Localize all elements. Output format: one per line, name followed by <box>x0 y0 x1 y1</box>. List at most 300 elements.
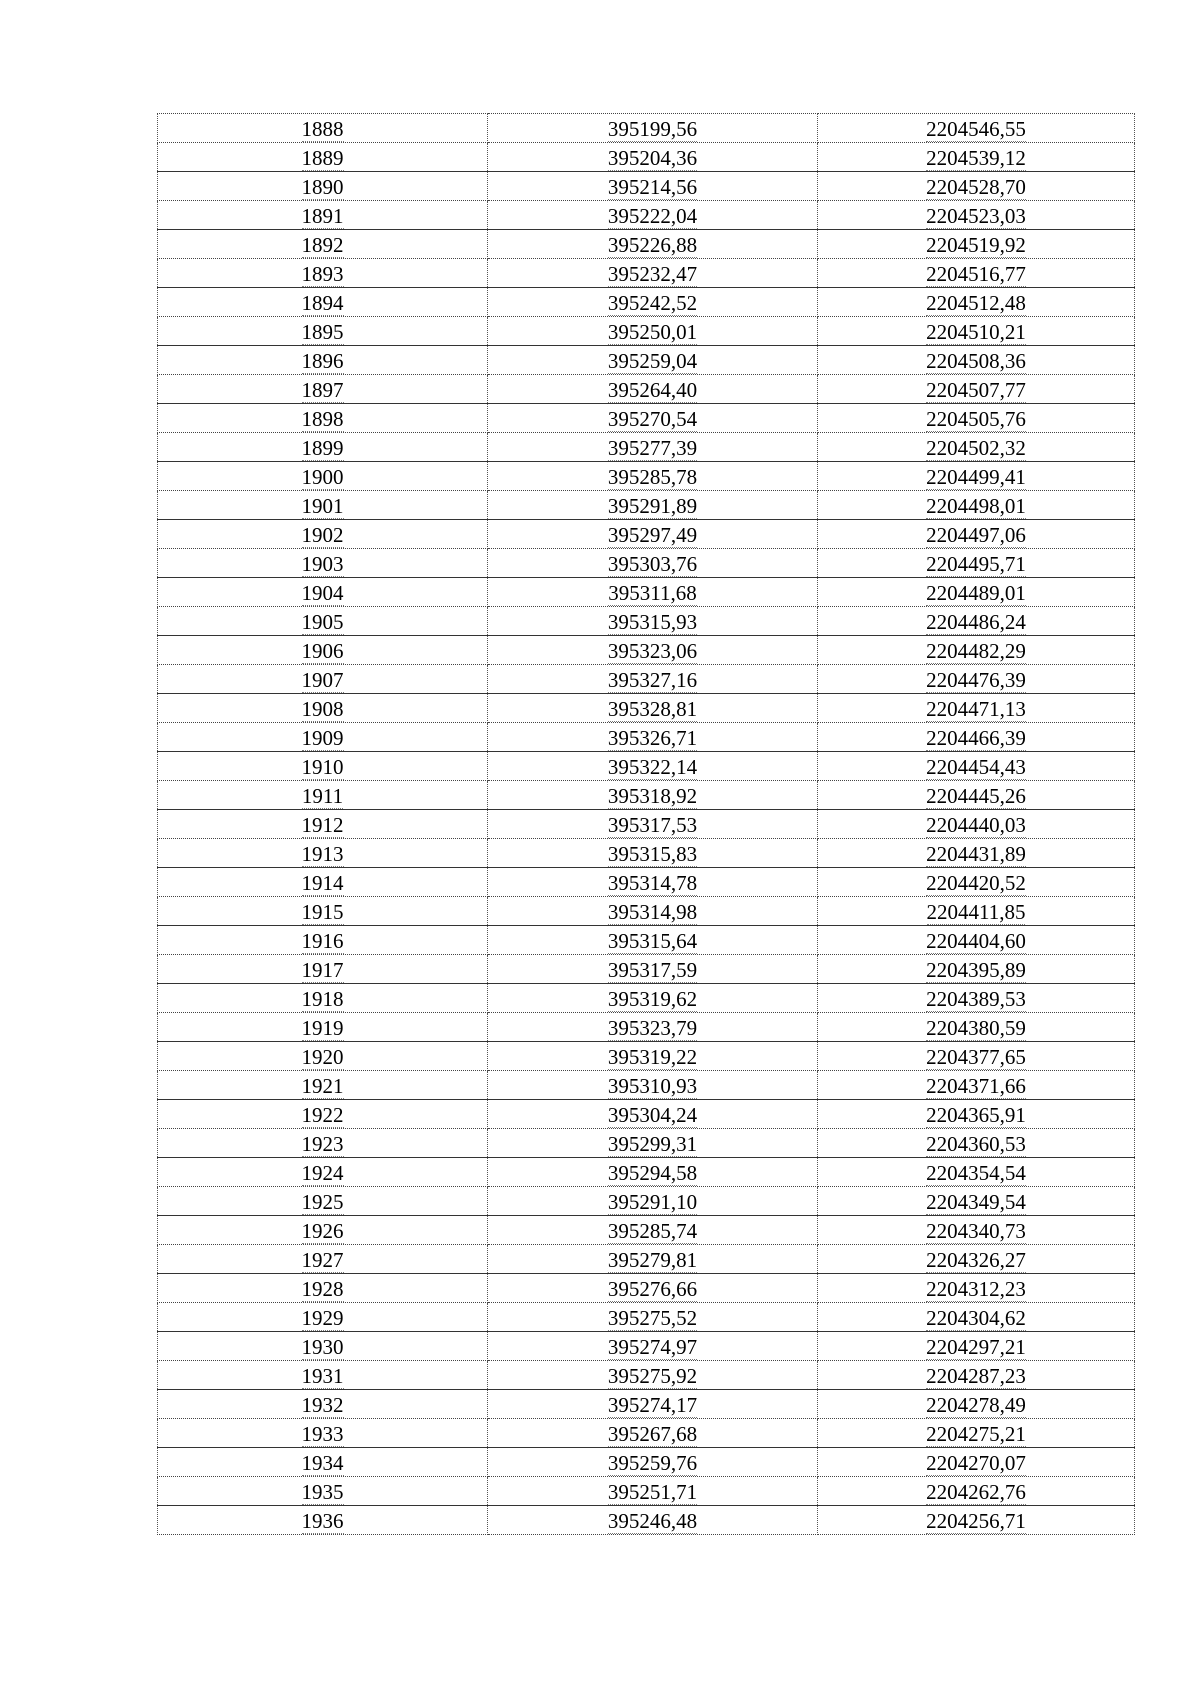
point-number-cell <box>158 462 488 491</box>
y-coordinate-cell <box>818 549 1135 578</box>
cell-text: 395222,04 <box>607 204 698 228</box>
x-coordinate-cell <box>488 1042 818 1071</box>
point-number-cell <box>158 1187 488 1216</box>
cell-text: 1918 <box>301 987 344 1011</box>
y-coordinate-cell <box>818 694 1135 723</box>
cell-text: 1908 <box>301 697 344 721</box>
point-number-cell <box>158 1419 488 1448</box>
y-coordinate-cell <box>818 1419 1135 1448</box>
table-row <box>158 607 1135 636</box>
y-coordinate-cell <box>818 1216 1135 1245</box>
cell-text: 395291,89 <box>607 494 698 518</box>
cell-text: 395274,97 <box>607 1335 698 1359</box>
cell-text: 1923 <box>301 1132 344 1156</box>
table-row <box>158 520 1135 549</box>
cell-text: 395323,06 <box>607 639 698 663</box>
table-row <box>158 230 1135 259</box>
cell-text: 2204510,21 <box>926 320 1026 344</box>
table-row <box>158 1129 1135 1158</box>
table-row <box>158 433 1135 462</box>
cell-text: 2204489,01 <box>926 581 1026 605</box>
y-coordinate-cell <box>818 1100 1135 1129</box>
cell-text: 2204431,89 <box>926 842 1026 866</box>
cell-text: 395199,56 <box>607 117 698 141</box>
cell-text: 1931 <box>301 1364 344 1388</box>
cell-text: 395242,52 <box>607 291 698 315</box>
x-coordinate-cell <box>488 897 818 926</box>
cell-text: 2204354,54 <box>926 1161 1026 1185</box>
point-number-cell <box>158 578 488 607</box>
cell-text: 1933 <box>301 1422 344 1446</box>
table-row <box>158 1303 1135 1332</box>
y-coordinate-cell <box>818 1129 1135 1158</box>
cell-text: 2204365,91 <box>926 1103 1026 1127</box>
cell-text: 395275,52 <box>607 1306 698 1330</box>
table-row <box>158 404 1135 433</box>
cell-text: 1900 <box>301 465 344 489</box>
point-number-cell <box>158 317 488 346</box>
table-row <box>158 694 1135 723</box>
y-coordinate-cell <box>818 1042 1135 1071</box>
cell-text: 395264,40 <box>607 378 698 402</box>
point-number-cell <box>158 433 488 462</box>
point-number-cell <box>158 723 488 752</box>
cell-text: 1924 <box>301 1161 344 1185</box>
cell-text: 1910 <box>301 755 344 779</box>
cell-text: 1893 <box>301 262 344 286</box>
table-row <box>158 1158 1135 1187</box>
x-coordinate-cell <box>488 665 818 694</box>
y-coordinate-cell <box>818 1158 1135 1187</box>
cell-text: 1897 <box>301 378 344 402</box>
cell-text: 2204326,27 <box>926 1248 1026 1272</box>
table-row <box>158 897 1135 926</box>
cell-text: 1888 <box>301 117 344 141</box>
cell-text: 1921 <box>301 1074 344 1098</box>
cell-text: 1916 <box>301 929 344 953</box>
table-row <box>158 1448 1135 1477</box>
x-coordinate-cell <box>488 578 818 607</box>
cell-text: 2204297,21 <box>926 1335 1026 1359</box>
cell-text: 395299,31 <box>607 1132 698 1156</box>
y-coordinate-cell <box>818 1477 1135 1506</box>
cell-text: 395275,92 <box>607 1364 698 1388</box>
point-number-cell <box>158 1477 488 1506</box>
cell-text: 2204512,48 <box>926 291 1026 315</box>
table-row <box>158 1390 1135 1419</box>
point-number-cell <box>158 636 488 665</box>
table-row <box>158 665 1135 694</box>
cell-text: 2204499,41 <box>926 465 1026 489</box>
cell-text: 2204528,70 <box>926 175 1026 199</box>
point-number-cell <box>158 694 488 723</box>
y-coordinate-cell <box>818 172 1135 201</box>
y-coordinate-cell <box>818 1390 1135 1419</box>
x-coordinate-cell <box>488 1013 818 1042</box>
cell-text: 2204495,71 <box>926 552 1026 576</box>
x-coordinate-cell <box>488 607 818 636</box>
cell-text: 2204445,26 <box>926 784 1026 808</box>
point-number-cell <box>158 259 488 288</box>
y-coordinate-cell <box>818 288 1135 317</box>
cell-text: 2204287,23 <box>926 1364 1026 1388</box>
x-coordinate-cell <box>488 1419 818 1448</box>
y-coordinate-cell <box>818 201 1135 230</box>
table-row <box>158 984 1135 1013</box>
table-row <box>158 1216 1135 1245</box>
x-coordinate-cell <box>488 1100 818 1129</box>
point-number-cell <box>158 1390 488 1419</box>
x-coordinate-cell <box>488 288 818 317</box>
table-row <box>158 1506 1135 1535</box>
cell-text: 1896 <box>301 349 344 373</box>
x-coordinate-cell <box>488 984 818 1013</box>
table-row <box>158 810 1135 839</box>
cell-text: 395297,49 <box>607 523 698 547</box>
cell-text: 395232,47 <box>607 262 698 286</box>
table-row <box>158 172 1135 201</box>
x-coordinate-cell <box>488 1129 818 1158</box>
cell-text: 2204256,71 <box>926 1509 1026 1533</box>
table-row <box>158 1042 1135 1071</box>
y-coordinate-cell <box>818 1506 1135 1535</box>
y-coordinate-cell <box>818 491 1135 520</box>
cell-text: 1913 <box>301 842 344 866</box>
y-coordinate-cell <box>818 375 1135 404</box>
table-row <box>158 201 1135 230</box>
table-row <box>158 752 1135 781</box>
cell-text: 395277,39 <box>607 436 698 460</box>
cell-text: 1934 <box>301 1451 344 1475</box>
cell-text: 1922 <box>301 1103 344 1127</box>
cell-text: 395259,04 <box>607 349 698 373</box>
point-number-cell <box>158 752 488 781</box>
table-row <box>158 955 1135 984</box>
cell-text: 395311,68 <box>608 581 697 605</box>
cell-text: 2204482,29 <box>926 639 1026 663</box>
point-number-cell <box>158 520 488 549</box>
point-number-cell <box>158 1216 488 1245</box>
cell-text: 2204471,13 <box>926 697 1026 721</box>
cell-text: 1906 <box>301 639 344 663</box>
point-number-cell <box>158 114 488 143</box>
cell-text: 395315,64 <box>607 929 698 953</box>
cell-text: 1903 <box>301 552 344 576</box>
cell-text: 395250,01 <box>607 320 698 344</box>
cell-text: 2204516,77 <box>926 262 1026 286</box>
cell-text: 2204349,54 <box>926 1190 1026 1214</box>
y-coordinate-cell <box>818 1332 1135 1361</box>
x-coordinate-cell <box>488 1158 818 1187</box>
y-coordinate-cell <box>818 578 1135 607</box>
cell-text: 1920 <box>301 1045 344 1069</box>
cell-text: 2204505,76 <box>926 407 1026 431</box>
cell-text: 395319,22 <box>607 1045 698 1069</box>
y-coordinate-cell <box>818 636 1135 665</box>
cell-text: 2204440,03 <box>926 813 1026 837</box>
cell-text: 2204380,59 <box>926 1016 1026 1040</box>
table-row <box>158 549 1135 578</box>
table-row <box>158 114 1135 143</box>
y-coordinate-cell <box>818 665 1135 694</box>
cell-text: 1909 <box>301 726 344 750</box>
cell-text: 1930 <box>301 1335 344 1359</box>
cell-text: 395267,68 <box>607 1422 698 1446</box>
y-coordinate-cell <box>818 1245 1135 1274</box>
y-coordinate-cell <box>818 868 1135 897</box>
cell-text: 1936 <box>301 1509 344 1533</box>
table-row <box>158 1332 1135 1361</box>
table-row <box>158 578 1135 607</box>
cell-text: 1905 <box>301 610 344 634</box>
cell-text: 395270,54 <box>607 407 698 431</box>
x-coordinate-cell <box>488 1274 818 1303</box>
cell-text: 2204454,43 <box>926 755 1026 779</box>
cell-text: 2204486,24 <box>926 610 1026 634</box>
cell-text: 1926 <box>301 1219 344 1243</box>
y-coordinate-cell <box>818 317 1135 346</box>
x-coordinate-cell <box>488 1361 818 1390</box>
y-coordinate-cell <box>818 1187 1135 1216</box>
cell-text: 395317,59 <box>607 958 698 982</box>
table-row <box>158 346 1135 375</box>
table-row <box>158 1013 1135 1042</box>
point-number-cell <box>158 1042 488 1071</box>
cell-text: 2204312,23 <box>926 1277 1026 1301</box>
x-coordinate-cell <box>488 462 818 491</box>
cell-text: 2204340,73 <box>926 1219 1026 1243</box>
x-coordinate-cell <box>488 143 818 172</box>
y-coordinate-cell <box>818 1448 1135 1477</box>
point-number-cell <box>158 665 488 694</box>
coordinates-table-body <box>158 114 1135 1535</box>
cell-text: 395285,74 <box>607 1219 698 1243</box>
x-coordinate-cell <box>488 868 818 897</box>
y-coordinate-cell <box>818 346 1135 375</box>
cell-text: 2204507,77 <box>926 378 1026 402</box>
x-coordinate-cell <box>488 520 818 549</box>
cell-text: 395323,79 <box>607 1016 698 1040</box>
table-row <box>158 1100 1135 1129</box>
x-coordinate-cell <box>488 549 818 578</box>
table-row <box>158 317 1135 346</box>
point-number-cell <box>158 491 488 520</box>
cell-text: 2204539,12 <box>926 146 1026 170</box>
cell-text: 2204395,89 <box>926 958 1026 982</box>
y-coordinate-cell <box>818 955 1135 984</box>
cell-text: 1891 <box>301 204 344 228</box>
y-coordinate-cell <box>818 839 1135 868</box>
cell-text: 395327,16 <box>607 668 698 692</box>
y-coordinate-cell <box>818 897 1135 926</box>
cell-text: 2204262,76 <box>926 1480 1026 1504</box>
x-coordinate-cell <box>488 201 818 230</box>
x-coordinate-cell <box>488 375 818 404</box>
cell-text: 2204420,52 <box>926 871 1026 895</box>
cell-text: 2204270,07 <box>926 1451 1026 1475</box>
cell-text: 395246,48 <box>607 1509 698 1533</box>
x-coordinate-cell <box>488 317 818 346</box>
point-number-cell <box>158 1448 488 1477</box>
point-number-cell <box>158 1506 488 1535</box>
point-number-cell <box>158 172 488 201</box>
x-coordinate-cell <box>488 1332 818 1361</box>
y-coordinate-cell <box>818 520 1135 549</box>
x-coordinate-cell <box>488 752 818 781</box>
cell-text: 395315,83 <box>607 842 698 866</box>
y-coordinate-cell <box>818 781 1135 810</box>
point-number-cell <box>158 607 488 636</box>
cell-text: 395276,66 <box>607 1277 698 1301</box>
y-coordinate-cell <box>818 1071 1135 1100</box>
y-coordinate-cell <box>818 607 1135 636</box>
point-number-cell <box>158 1245 488 1274</box>
point-number-cell <box>158 839 488 868</box>
y-coordinate-cell <box>818 462 1135 491</box>
cell-text: 395251,71 <box>607 1480 698 1504</box>
cell-text: 1915 <box>301 900 344 924</box>
point-number-cell <box>158 346 488 375</box>
cell-text: 395285,78 <box>607 465 698 489</box>
cell-text: 1929 <box>301 1306 344 1330</box>
cell-text: 1892 <box>301 233 344 257</box>
cell-text: 395310,93 <box>607 1074 698 1098</box>
cell-text: 1904 <box>301 581 344 605</box>
table-row <box>158 1477 1135 1506</box>
cell-text: 395326,71 <box>607 726 698 750</box>
table-row <box>158 259 1135 288</box>
cell-text: 1928 <box>301 1277 344 1301</box>
table-row <box>158 288 1135 317</box>
cell-text: 2204476,39 <box>926 668 1026 692</box>
table-row <box>158 636 1135 665</box>
cell-text: 395274,17 <box>607 1393 698 1417</box>
table-row <box>158 491 1135 520</box>
x-coordinate-cell <box>488 694 818 723</box>
y-coordinate-cell <box>818 723 1135 752</box>
cell-text: 1901 <box>301 494 344 518</box>
x-coordinate-cell <box>488 839 818 868</box>
cell-text: 1932 <box>301 1393 344 1417</box>
x-coordinate-cell <box>488 955 818 984</box>
y-coordinate-cell <box>818 984 1135 1013</box>
x-coordinate-cell <box>488 926 818 955</box>
point-number-cell <box>158 926 488 955</box>
table-row <box>158 462 1135 491</box>
x-coordinate-cell <box>488 781 818 810</box>
cell-text: 395328,81 <box>607 697 698 721</box>
point-number-cell <box>158 897 488 926</box>
x-coordinate-cell <box>488 1071 818 1100</box>
point-number-cell <box>158 549 488 578</box>
point-number-cell <box>158 375 488 404</box>
table-row <box>158 839 1135 868</box>
point-number-cell <box>158 781 488 810</box>
cell-text: 2204497,06 <box>926 523 1026 547</box>
x-coordinate-cell <box>488 404 818 433</box>
x-coordinate-cell <box>488 114 818 143</box>
cell-text: 395291,10 <box>607 1190 698 1214</box>
x-coordinate-cell <box>488 230 818 259</box>
x-coordinate-cell <box>488 810 818 839</box>
cell-text: 2204519,92 <box>926 233 1026 257</box>
cell-text: 1925 <box>301 1190 344 1214</box>
table-row <box>158 1419 1135 1448</box>
cell-text: 1912 <box>301 813 344 837</box>
cell-text: 395318,92 <box>607 784 698 808</box>
x-coordinate-cell <box>488 723 818 752</box>
table-row <box>158 1071 1135 1100</box>
cell-text: 2204411,85 <box>926 900 1026 924</box>
cell-text: 1902 <box>301 523 344 547</box>
cell-text: 395279,81 <box>607 1248 698 1272</box>
table-row <box>158 926 1135 955</box>
point-number-cell <box>158 143 488 172</box>
y-coordinate-cell <box>818 143 1135 172</box>
cell-text: 2204278,49 <box>926 1393 1026 1417</box>
cell-text: 395315,93 <box>607 610 698 634</box>
x-coordinate-cell <box>488 346 818 375</box>
x-coordinate-cell <box>488 259 818 288</box>
cell-text: 2204546,55 <box>926 117 1026 141</box>
point-number-cell <box>158 1361 488 1390</box>
point-number-cell <box>158 1071 488 1100</box>
y-coordinate-cell <box>818 1361 1135 1390</box>
cell-text: 2204389,53 <box>926 987 1026 1011</box>
cell-text: 1919 <box>301 1016 344 1040</box>
table-row <box>158 781 1135 810</box>
y-coordinate-cell <box>818 114 1135 143</box>
x-coordinate-cell <box>488 1216 818 1245</box>
x-coordinate-cell <box>488 1477 818 1506</box>
cell-text: 2204360,53 <box>926 1132 1026 1156</box>
cell-text: 1935 <box>301 1480 344 1504</box>
y-coordinate-cell <box>818 1274 1135 1303</box>
cell-text: 395204,36 <box>607 146 698 170</box>
table-row <box>158 1187 1135 1216</box>
table-row <box>158 868 1135 897</box>
y-coordinate-cell <box>818 230 1135 259</box>
y-coordinate-cell <box>818 926 1135 955</box>
cell-text: 395322,14 <box>607 755 698 779</box>
x-coordinate-cell <box>488 636 818 665</box>
cell-text: 395304,24 <box>607 1103 698 1127</box>
y-coordinate-cell <box>818 810 1135 839</box>
y-coordinate-cell <box>818 752 1135 781</box>
cell-text: 1889 <box>301 146 344 170</box>
cell-text: 395214,56 <box>607 175 698 199</box>
point-number-cell <box>158 1303 488 1332</box>
cell-text: 395226,88 <box>607 233 698 257</box>
cell-text: 395319,62 <box>607 987 698 1011</box>
point-number-cell <box>158 1274 488 1303</box>
y-coordinate-cell <box>818 259 1135 288</box>
cell-text: 2204377,65 <box>926 1045 1026 1069</box>
cell-text: 395259,76 <box>607 1451 698 1475</box>
cell-text: 2204371,66 <box>926 1074 1026 1098</box>
point-number-cell <box>158 868 488 897</box>
y-coordinate-cell <box>818 404 1135 433</box>
x-coordinate-cell <box>488 1506 818 1535</box>
cell-text: 2204508,36 <box>926 349 1026 373</box>
cell-text: 2204502,32 <box>926 436 1026 460</box>
x-coordinate-cell <box>488 1390 818 1419</box>
point-number-cell <box>158 1100 488 1129</box>
point-number-cell <box>158 1129 488 1158</box>
coordinates-table <box>157 113 1135 1535</box>
cell-text: 2204275,21 <box>926 1422 1026 1446</box>
point-number-cell <box>158 1158 488 1187</box>
